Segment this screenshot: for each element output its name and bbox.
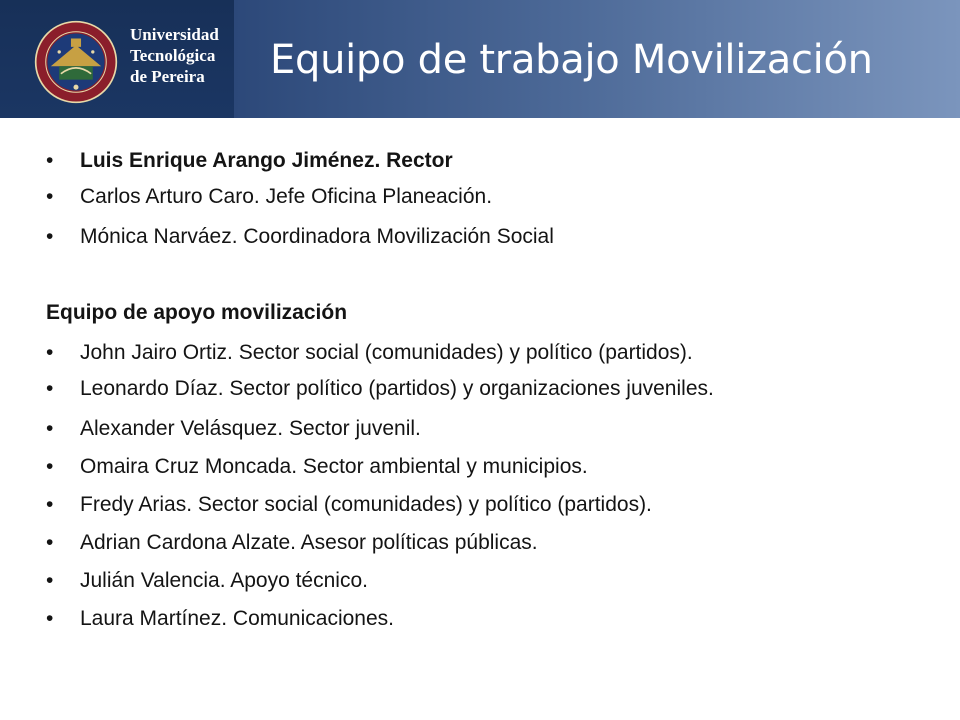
bullet: • bbox=[46, 185, 54, 208]
university-name-line-3: de Pereira bbox=[130, 67, 205, 86]
university-name-line-2: Tecnológica bbox=[130, 46, 216, 65]
bullet: • bbox=[46, 377, 54, 400]
list-item-text: Adrian Cardona Alzate. Asesor políticas públicas. bbox=[80, 531, 538, 554]
bullet: • bbox=[46, 531, 54, 554]
list-item-text: Luis Enrique Arango Jiménez. Rector bbox=[80, 149, 453, 172]
list-item-text: John Jairo Ortiz. Sector social (comunidades) y político (partidos). bbox=[80, 341, 693, 364]
bullet: • bbox=[46, 225, 54, 248]
bullet: • bbox=[46, 149, 54, 172]
list-item-text: Fredy Arias. Sector social (comunidades) y político (partidos). bbox=[80, 493, 652, 516]
bullet: • bbox=[46, 455, 54, 478]
bullet: • bbox=[46, 607, 54, 630]
bullet: • bbox=[46, 493, 54, 516]
list-item-text: Alexander Velásquez. Sector juvenil. bbox=[80, 417, 421, 440]
section-heading: Equipo de apoyo movilización bbox=[46, 301, 348, 324]
bullet: • bbox=[46, 569, 54, 592]
list-item-text: Julián Valencia. Apoyo técnico. bbox=[80, 569, 368, 592]
list-item-text: Mónica Narváez. Coordinadora Movilización Social bbox=[80, 225, 554, 248]
slide-title: Equipo de trabajo Movilización bbox=[270, 37, 873, 83]
list-item-text: Laura Martínez. Comunicaciones. bbox=[80, 607, 394, 630]
bullet: • bbox=[46, 417, 54, 440]
list-item-text: Leonardo Díaz. Sector político (partidos) y organizaciones juveniles. bbox=[80, 377, 714, 400]
list-item-text: Omaira Cruz Moncada. Sector ambiental y municipios. bbox=[80, 455, 588, 478]
university-name-line-1: Universidad bbox=[130, 25, 219, 44]
bullet: • bbox=[46, 341, 54, 364]
list-item-text: Carlos Arturo Caro. Jefe Oficina Planeación. bbox=[80, 185, 493, 208]
